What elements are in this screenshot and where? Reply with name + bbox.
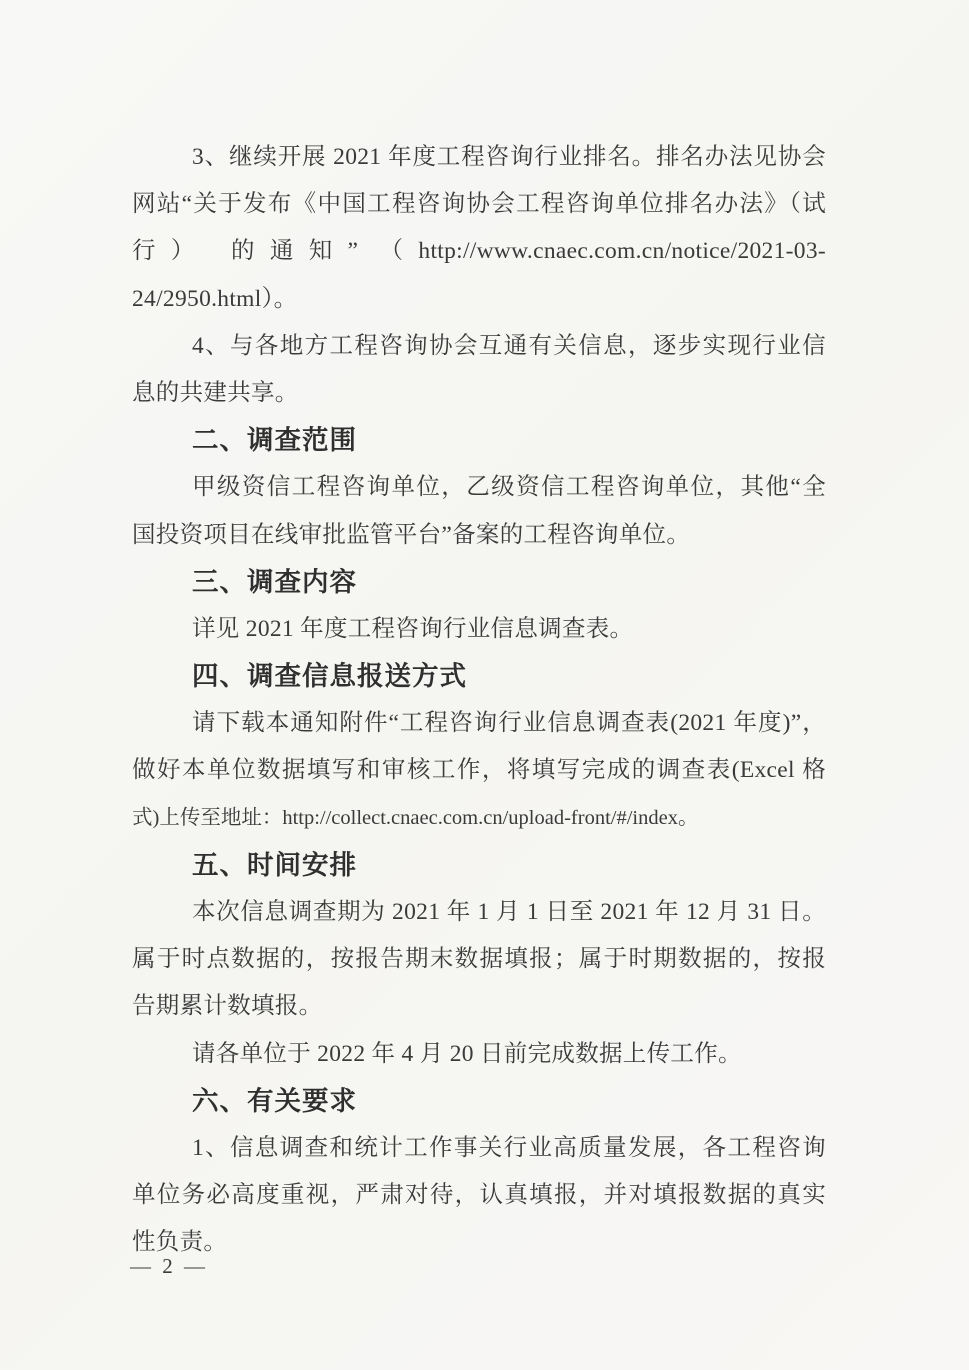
text-line: 请各单位于 2022 年 4 月 20 日前完成数据上传工作。: [192, 1040, 742, 1067]
text-line: 网站“关于发布《中国工程咨询协会工程咨询单位排名办法》（试: [132, 191, 826, 218]
page-number: — 2 —: [130, 1254, 208, 1278]
text-line: 3、继续开展 2021 年度工程咨询行业排名。排名办法见协会: [192, 144, 826, 170]
text-line: 本次信息调查期为 2021 年 1 月 1 日至 2021 年 12 月 31 日。: [192, 899, 826, 925]
text-line: 1、信息调查和统计工作事关行业高质量发展，各工程咨询: [192, 1134, 826, 1161]
text-line: 做好本单位数据填写和审核工作，将填写完成的调查表(Excel 格: [132, 757, 826, 784]
text-line: 属于时点数据的，按报告期末数据填报；属于时期数据的，按报: [132, 946, 826, 973]
section-heading: 四、调查信息报送方式: [192, 661, 467, 692]
text-line: 性负责。: [132, 1229, 228, 1256]
text-line: 24/2950.html）。: [132, 285, 298, 312]
text-line: 息的共建共享。: [132, 379, 299, 406]
text-line: 详见 2021 年度工程咨询行业信息调查表。: [192, 615, 634, 642]
text-line: 4、与各地方工程咨询协会互通有关信息，逐步实现行业信: [192, 332, 826, 359]
text-line: 单位务必高度重视，严肃对待，认真填报，并对填报数据的真实: [132, 1182, 826, 1209]
text-line: 请下载本通知附件“工程咨询行业信息调查表(2021 年度)”，: [192, 710, 826, 737]
section-heading: 三、调查内容: [192, 566, 357, 597]
section-heading: 六、有关要求: [192, 1085, 357, 1116]
text-line: 行） 的通知” （http://www.cnaec.com.cn/notice/2021-03-: [132, 238, 826, 265]
text-line: 告期累计数填报。: [132, 993, 323, 1020]
text-line: 国投资项目在线审批监管平台”备案的工程咨询单位。: [132, 521, 691, 548]
document-body: [132, 134, 826, 1267]
section-heading: 二、调查范围: [192, 425, 357, 456]
text-line: 甲级资信工程咨询单位，乙级资信工程咨询单位，其他“全: [192, 474, 826, 501]
section-heading: 五、时间安排: [192, 849, 357, 880]
text-line: 式)上传至地址：http://collect.cnaec.com.cn/upload-front/#/index。: [132, 806, 699, 829]
